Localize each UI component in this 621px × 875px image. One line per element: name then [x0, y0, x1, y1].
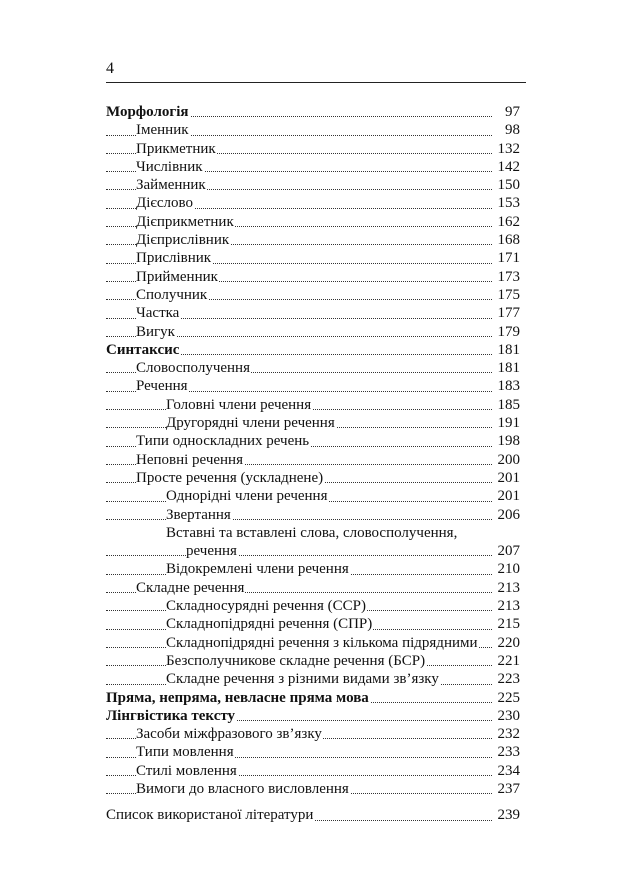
toc-entry-page: 201: [497, 469, 520, 486]
toc-entry[interactable]: [106, 487, 520, 505]
toc-entry[interactable]: [106, 194, 520, 212]
toc-entry[interactable]: [106, 268, 520, 286]
toc-entry-page: 198: [497, 433, 520, 450]
toc-entry-page: 181: [497, 341, 520, 358]
toc-entry-page: 213: [497, 598, 520, 615]
toc-entry[interactable]: [106, 670, 520, 688]
toc-entry-page: 175: [497, 286, 520, 303]
toc-entry-page: 237: [497, 780, 520, 797]
toc-entry[interactable]: [106, 707, 520, 725]
toc-entry-page: 239: [497, 807, 520, 824]
toc-entry[interactable]: [106, 158, 520, 176]
toc-entry-title: Синтаксис: [106, 341, 180, 358]
toc-entry-page: 215: [497, 616, 520, 633]
toc-entry-title: Звертання: [166, 506, 231, 523]
toc-entry[interactable]: [106, 762, 520, 780]
toc-entry-title: Прикметник: [136, 140, 216, 157]
toc-entry[interactable]: [106, 341, 520, 359]
toc-entry[interactable]: [106, 377, 520, 395]
toc-entry-page: 225: [497, 689, 520, 706]
toc-entry-title: Речення: [136, 378, 188, 395]
toc-entry-title: Складне речення: [136, 579, 245, 596]
toc-entry-page: 201: [497, 488, 520, 505]
toc-entry-page: 97: [505, 104, 520, 120]
toc-entry-page: 233: [497, 744, 520, 761]
toc-entry[interactable]: [106, 597, 520, 615]
toc-entry-page: 177: [497, 305, 520, 322]
toc-entry-title: Відокремлені члени речення: [166, 561, 349, 578]
dot-leader: [106, 519, 492, 520]
toc-entry[interactable]: [106, 560, 520, 578]
toc-entry-page: 234: [497, 762, 520, 779]
toc-entry[interactable]: [106, 359, 520, 377]
toc-entry[interactable]: [106, 780, 520, 798]
toc-entry[interactable]: [106, 469, 520, 487]
toc-entry[interactable]: [106, 615, 520, 633]
toc-entry[interactable]: [106, 634, 520, 652]
toc-entry-page: 230: [497, 707, 520, 724]
toc-gap: [106, 798, 520, 806]
toc-entry-page: 168: [497, 232, 520, 249]
toc-entry[interactable]: [106, 231, 520, 249]
toc-entry-page: 179: [497, 323, 520, 340]
toc-entry-title: Безсполучникове складне речення (БСР): [166, 652, 426, 669]
toc-entry[interactable]: [106, 176, 520, 194]
toc-entry-title: Вимоги до власного висловлення: [136, 780, 349, 797]
toc-entry[interactable]: [106, 542, 520, 560]
page-number: 4: [106, 60, 114, 77]
toc-entry-page: 232: [497, 726, 520, 743]
toc-entry[interactable]: [106, 524, 520, 542]
table-of-contents: [106, 103, 520, 825]
toc-entry-title: Головні члени речення: [166, 396, 312, 413]
toc-entry-page: 171: [497, 250, 520, 267]
toc-entry-page: 142: [497, 158, 520, 175]
toc-entry[interactable]: [106, 140, 520, 158]
toc-entry-page: 206: [497, 506, 520, 523]
toc-entry-title: Складносурядні речення (ССР): [166, 598, 366, 615]
toc-entry-page: 173: [497, 268, 520, 285]
toc-entry[interactable]: [106, 806, 520, 824]
toc-entry-title: Другорядні члени речення: [166, 415, 335, 432]
toc-entry[interactable]: [106, 121, 520, 139]
toc-entry-page: 162: [497, 213, 520, 230]
toc-entry-title: Список використаної літератури: [106, 807, 314, 824]
toc-entry-page: 181: [497, 360, 520, 377]
toc-entry-title: Дієслово: [136, 195, 193, 212]
toc-entry[interactable]: [106, 286, 520, 304]
toc-entry-title: Однорідні члени речення: [166, 488, 328, 505]
toc-entry-title: Просте речення (ускладнене): [136, 469, 324, 486]
toc-entry[interactable]: [106, 323, 520, 341]
toc-entry[interactable]: [106, 432, 520, 450]
toc-entry-page: 98: [505, 122, 520, 139]
toc-entry-page: 223: [497, 671, 520, 688]
toc-entry[interactable]: [106, 451, 520, 469]
dot-leader: [106, 555, 492, 556]
toc-entry-title: Засоби міжфразового зв’язку: [136, 726, 322, 743]
toc-entry-title: Вставні та вставлені слова, словосполучення,: [166, 524, 458, 541]
toc-entry-page: 210: [497, 561, 520, 578]
toc-entry-page: 221: [497, 652, 520, 669]
toc-entry-title: Складнопідрядні речення з кількома підрядними: [166, 634, 478, 651]
toc-entry-title: Дієприкметник: [136, 213, 234, 230]
toc-entry[interactable]: [106, 652, 520, 670]
toc-entry[interactable]: [106, 689, 520, 707]
toc-entry[interactable]: [106, 304, 520, 322]
toc-entry[interactable]: [106, 414, 520, 432]
toc-entry-page: 185: [497, 396, 520, 413]
toc-entry-title: Лінгвістика тексту: [106, 707, 236, 724]
toc-entry-title: Займенник: [136, 177, 206, 194]
toc-entry[interactable]: [106, 743, 520, 761]
toc-entry-page: 220: [497, 634, 520, 651]
toc-entry[interactable]: [106, 249, 520, 267]
toc-entry-title: Типи односкладних речень: [136, 433, 310, 450]
toc-entry-page: 191: [497, 415, 520, 432]
toc-entry-title: Словосполучення: [136, 360, 250, 377]
toc-entry-title: Морфологія: [106, 104, 189, 120]
toc-entry-title: Прийменник: [136, 268, 218, 285]
toc-entry[interactable]: [106, 506, 520, 524]
header-rule: [106, 82, 526, 83]
toc-entry-title: Вигук: [136, 323, 175, 340]
toc-entry[interactable]: [106, 213, 520, 231]
toc-entry-page: 183: [497, 378, 520, 395]
toc-entry-title: Складнопідрядні речення (СПР): [166, 616, 373, 633]
toc-entry[interactable]: [106, 725, 520, 743]
toc-entry[interactable]: [106, 396, 520, 414]
toc-entry-page: 132: [497, 140, 520, 157]
toc-entry-title: Неповні речення: [136, 451, 243, 468]
toc-entry-page: 150: [497, 177, 520, 194]
toc-entry[interactable]: [106, 103, 520, 121]
toc-entry-page: 213: [497, 579, 520, 596]
toc-entry-page: 153: [497, 195, 520, 212]
toc-entry[interactable]: [106, 579, 520, 597]
toc-entry-title: Стилі мовлення: [136, 762, 237, 779]
toc-entry-page: 200: [497, 451, 520, 468]
toc-entry-title: Числівник: [136, 158, 203, 175]
toc-entry-title: Прислівник: [136, 250, 212, 267]
toc-entry-page: 207: [497, 543, 520, 560]
toc-entry-title: Іменник: [136, 122, 189, 139]
toc-entry-title: Типи мовлення: [136, 744, 234, 761]
toc-entry-title: речення: [186, 543, 237, 560]
toc-entry-title: Дієприслівник: [136, 232, 230, 249]
toc-entry-title: Сполучник: [136, 286, 208, 303]
toc-entry-title: Частка: [136, 305, 180, 322]
toc-entry-title: Складне речення з різними видами зв’язку: [166, 671, 439, 688]
toc-entry-title: Пряма, непряма, невласне пряма мова: [106, 689, 369, 706]
